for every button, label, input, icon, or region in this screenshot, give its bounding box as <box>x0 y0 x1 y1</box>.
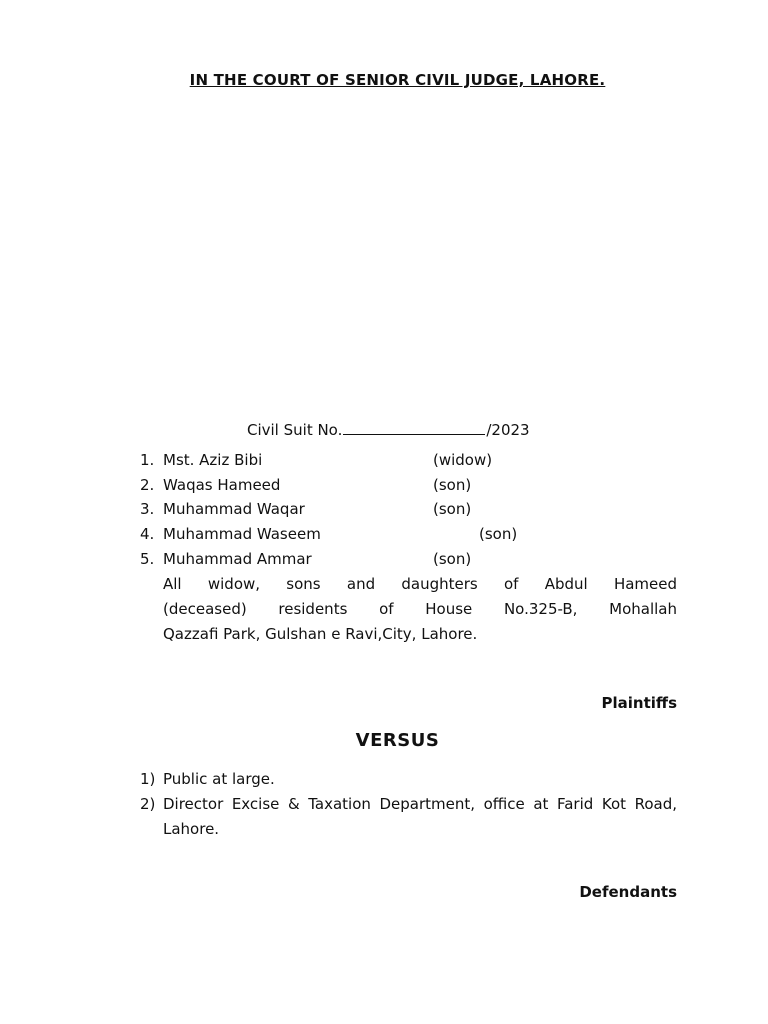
defendant-number: 1) <box>140 770 156 788</box>
defendant-row <box>140 767 677 792</box>
suit-year: /2023 <box>486 421 530 439</box>
plaintiff-relation: (son) <box>479 525 518 544</box>
plaintiff-number: 2. <box>140 475 155 494</box>
defendant-text: Director Excise & Taxation Department, office at Farid Kot Road, Lahore. <box>163 794 677 838</box>
suit-prefix: Civil Suit No. <box>247 421 343 439</box>
plaintiff-number: 1. <box>140 451 155 469</box>
plaintiffs-label: Plaintiffs <box>601 694 677 712</box>
plaintiff-name: Muhammad Ammar <box>163 549 312 568</box>
defendant-row <box>140 792 677 842</box>
plaintiff-name: Muhammad Waseem <box>163 525 321 544</box>
plaintiff-name: Mst. Aziz Bibi <box>163 451 263 469</box>
plaintiff-name: Muhammad Waqar <box>163 500 305 519</box>
civil-suit-number-line <box>247 421 530 439</box>
versus-heading: VERSUS <box>355 730 440 751</box>
plaintiff-relation: (son) <box>433 549 472 568</box>
plaintiff-number: 5. <box>140 549 155 568</box>
plaintiff-name: Waqas Hameed <box>163 475 281 494</box>
plaintiff-row <box>140 549 680 574</box>
court-title: IN THE COURT OF SENIOR CIVIL JUDGE, LAHORE. <box>189 71 606 89</box>
suit-number-blank <box>343 421 485 435</box>
defendants-label: Defendants <box>579 883 677 901</box>
plaintiff-relation: (widow) <box>433 451 493 469</box>
plaintiff-row <box>140 499 680 524</box>
plaintiff-list <box>140 450 680 573</box>
description-line: Qazzafi Park, Gulshan e Ravi,City, Lahore. <box>163 624 478 643</box>
plaintiff-row <box>140 524 680 549</box>
plaintiff-relation: (son) <box>433 500 472 519</box>
defendant-number: 2) <box>140 794 156 813</box>
plaintiff-relation: (son) <box>433 475 472 494</box>
defendant-text: Public at large. <box>163 770 275 788</box>
plaintiffs-description <box>163 572 677 646</box>
description-line: All widow, sons and daughters of Abdul Hameed <box>163 575 677 593</box>
plaintiff-number: 3. <box>140 500 155 519</box>
plaintiff-number: 4. <box>140 525 155 544</box>
plaintiff-row <box>140 450 680 475</box>
plaintiff-row <box>140 475 680 500</box>
description-line: (deceased) residents of House No.325-B, Mohallah <box>163 599 677 618</box>
defendant-list <box>140 767 677 841</box>
